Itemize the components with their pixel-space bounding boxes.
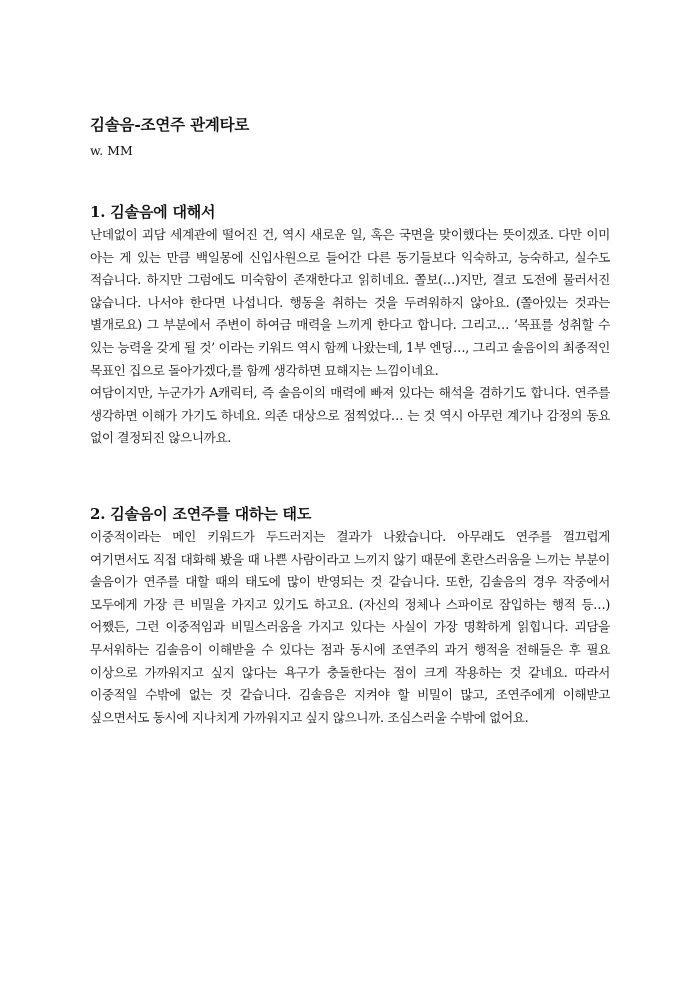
document-author: w. MM bbox=[90, 143, 133, 158]
section-paragraph: 여담이지만, 누군가가 A캐릭터, 즉 솔음이의 매력에 빠져 있다는 해석을 겸하기도 합니다. 연주를 생각하면 이해가 가기도 하네요. 의존 대상으로 점찍었다… 는 것 역시 아무런 계기나 감정의 동요 없이 결정되진 않으니까요. bbox=[90, 385, 610, 446]
section-paragraph: 이중적이라는 메인 키워드가 두드러지는 결과가 나왔습니다. 아무래도 연주를 껄끄럽게 여기면서도 직접 대화해 봤을 때 나쁜 사람이라고 느끼지 않기 때문에 혼란스러움을 느끼는 부분이 솔음이가 연주를 대할 때의 태도에 많이 반영되는 것 같습니다. 또한, 김솔음의 경우 작중에서 모두에게 가장 큰 비밀을 가지고 있기도 하고요. (자신의 정체나 스파이로 잠입하는 행적 등…) 어쨌든, 그런 이중적임과 비밀스러움을 가지고 있다는 사실이 가장 명확하게 읽힙니다. 괴담을 무서워하는 김솔음이 이해받을 수 있다는 점과 동시에 조연주의 과거 행적을 전해들은 후 필요 이상으로 가까워지고 싶지 않다는 욕구가 충돌한다는 점이 크게 작용하는 것 같네요. 따라서 이중적일 수밖에 없는 것 같습니다. 김솔음은 지켜야 할 비밀이 많고, 조연주에게 이해받고 싶으면서도 동시에 지나치게 가까워지고 싶지 않으니까. 조심스러울 수밖에 없어요. bbox=[90, 528, 610, 725]
section-paragraph: 난데없이 괴담 세계관에 떨어진 건, 역시 새로운 일, 혹은 국면을 맞이했다는 뜻이겠죠. 다만 이미 아는 게 있는 만큼 백일몽에 신입사원으로 들어간 다른 동기들보다 익숙하고, 능숙하고, 실수도 적습니다. 하지만 그럼에도 미숙함이 존재한다고 읽히네요. 쫄보(…)지만, 결코 도전에 물러서진 않습니다. 나서야 한다면 나섭니다. 행동을 취하는 것을 두려워하지 않아요. (쫄아있는 것과는 별개로요) 그 부분에서 주변이 하여금 매력을 느끼게 한다고 합니다. 그리고… ‘목표를 성취할 수 있는 능력을 갖게 될 것’ 이라는 키워드 역시 함께 나왔는데, 1부 엔딩…, 그리고 솔음이의 최종적인 목표인 집으로 돌아가겠다,를 함께 생각하면 묘해지는 느낌이네요. bbox=[90, 227, 610, 378]
section-heading: 2. 김솔음이 조연주를 대하는 태도 bbox=[90, 504, 312, 523]
section-attitude-to-yeonju bbox=[90, 502, 610, 729]
document-page bbox=[90, 112, 610, 729]
section-heading: 1. 김솔음에 대해서 bbox=[90, 203, 216, 221]
document-title: 김솔음-조연주 관계타로 bbox=[90, 115, 250, 134]
section-about-soleum bbox=[90, 200, 610, 450]
